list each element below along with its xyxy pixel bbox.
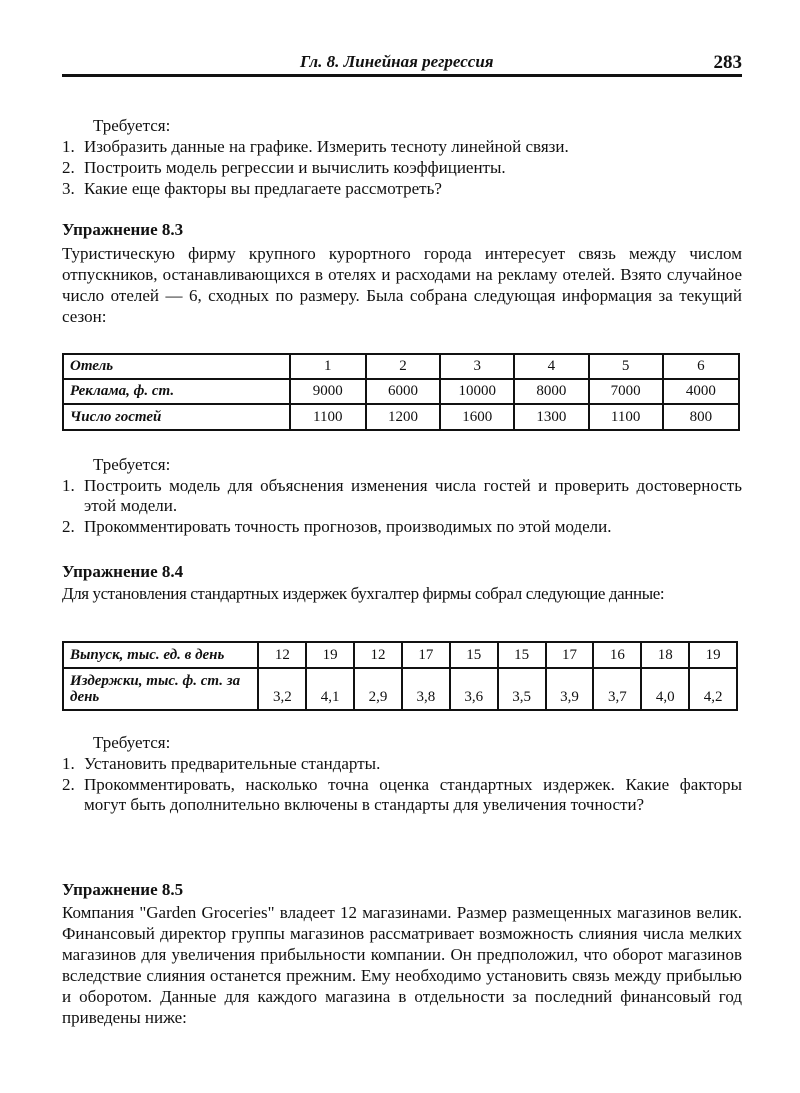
item-number: 2.: [62, 775, 75, 794]
table-cell: 1300: [514, 404, 588, 430]
hotel-table: [62, 353, 740, 431]
row-label: Число гостей: [63, 404, 290, 430]
table-cell: 3,9: [546, 668, 594, 710]
required-label: Требуется:: [93, 733, 171, 752]
table-row: [63, 404, 739, 430]
item-text: Построить модель регрессии и вычислить коэффициенты.: [84, 158, 506, 177]
row-label: Издержки, тыс. ф. ст. за день: [63, 668, 258, 710]
requirement-item: [62, 179, 742, 199]
table-cell: 1100: [589, 404, 663, 430]
exercise-8-5-title: Упражнение 8.5: [62, 880, 184, 899]
item-number: 1.: [62, 476, 75, 495]
chapter-title: Гл. 8. Линейная регрессия: [300, 52, 494, 71]
table-cell: 17: [546, 642, 594, 668]
table-cell: 17: [402, 642, 450, 668]
table-cell: 19: [689, 642, 737, 668]
exercise-8-3-paragraph: Туристическую фирму крупного курортного города интересует связь между числом отпускников, останавливающихся в отелях и расходами на рекламу отелей. Взято случайное число отелей — 6, сходных по размеру. Была собрана следующая информация за текущий сезон:: [62, 244, 742, 326]
required-label: Требуется:: [93, 455, 171, 474]
table-cell: 3,5: [498, 668, 546, 710]
exercise-8-4-title: Упражнение 8.4: [62, 562, 184, 581]
requirements-list: [62, 137, 742, 200]
exercise-8-4-paragraph: Для установления стандартных издержек бухгалтер фирмы собрал следующие данные:: [62, 584, 665, 603]
table-cell: 3,8: [402, 668, 450, 710]
table-cell: 6: [663, 354, 739, 379]
item-number: 1.: [62, 754, 75, 773]
table-cell: 1200: [366, 404, 440, 430]
table-cell: 3: [440, 354, 514, 379]
table-cell: 12: [354, 642, 402, 668]
table-cell: 12: [258, 642, 306, 668]
costs-table: [62, 641, 738, 711]
table-cell: 10000: [440, 379, 514, 404]
table-cell: 16: [593, 642, 641, 668]
table-cell: 5: [589, 354, 663, 379]
item-text: Какие еще факторы вы предлагаете рассмотреть?: [84, 179, 442, 198]
table-cell: 1: [290, 354, 366, 379]
requirement-item: [62, 517, 742, 537]
item-text: Прокомментировать точность прогнозов, производимых по этой модели.: [84, 517, 612, 536]
row-label: Отель: [63, 354, 290, 379]
table-cell: 15: [450, 642, 498, 668]
table-cell: 4,2: [689, 668, 737, 710]
requirement-item: [62, 158, 742, 178]
item-number: 1.: [62, 137, 75, 156]
table-cell: 4,1: [306, 668, 354, 710]
table-cell: 19: [306, 642, 354, 668]
item-text: Построить модель для объяснения изменения числа гостей и проверить достоверность этой модели.: [84, 476, 742, 515]
row-label: Реклама, ф. ст.: [63, 379, 290, 404]
table-cell: 8000: [514, 379, 588, 404]
table-row: [63, 642, 737, 668]
exercise-8-3-title: Упражнение 8.3: [62, 220, 184, 239]
requirement-item: [62, 754, 742, 774]
table-cell: 1100: [290, 404, 366, 430]
table-cell: 15: [498, 642, 546, 668]
requirements-list: [62, 754, 742, 816]
table-cell: 3,2: [258, 668, 306, 710]
table-cell: 2: [366, 354, 440, 379]
row-label: Выпуск, тыс. ед. в день: [63, 642, 258, 668]
table-cell: 1600: [440, 404, 514, 430]
page-number: 283: [713, 52, 742, 73]
requirement-item: [62, 775, 742, 815]
item-text: Установить предварительные стандарты.: [84, 754, 381, 773]
required-label: Требуется:: [93, 116, 171, 135]
exercise-8-5-paragraph: Компания "Garden Groceries" владеет 12 магазинами. Размер размещенных магазинов велик. Финансовый директор группы магазинов рассматривает возможность слияния числа мелких магазинов для увеличения прибыльности компании. Он предположил, что оборот магазинов вследствие слияния останется прежним. Ему необходимо установить связь между прибылью и оборотом. Данные для каждого магазина в отдельности за последний финансовый год приведены ниже:: [62, 903, 742, 1027]
item-number: 2.: [62, 517, 75, 536]
table-cell: 4000: [663, 379, 739, 404]
running-header: [62, 50, 742, 74]
table-cell: 6000: [366, 379, 440, 404]
table-row: [63, 379, 739, 404]
item-text: Прокомментировать, насколько точна оценка стандартных издержек. Какие факторы могут быть дополнительно включены в стандарты для увеличения точности?: [84, 775, 742, 814]
table-cell: 9000: [290, 379, 366, 404]
table-cell: 18: [641, 642, 689, 668]
requirement-item: [62, 476, 742, 516]
table-cell: 3,6: [450, 668, 498, 710]
item-text: Изобразить данные на графике. Измерить тесноту линейной связи.: [84, 137, 569, 156]
table-cell: 4: [514, 354, 588, 379]
table-cell: 7000: [589, 379, 663, 404]
header-rule: [62, 74, 742, 77]
item-number: 3.: [62, 179, 75, 198]
requirements-list: [62, 476, 742, 538]
table-cell: 800: [663, 404, 739, 430]
table-cell: 3,7: [593, 668, 641, 710]
item-number: 2.: [62, 158, 75, 177]
table-row: [63, 354, 739, 379]
requirement-item: [62, 137, 742, 157]
table-row: [63, 668, 737, 710]
table-cell: 4,0: [641, 668, 689, 710]
table-cell: 2,9: [354, 668, 402, 710]
